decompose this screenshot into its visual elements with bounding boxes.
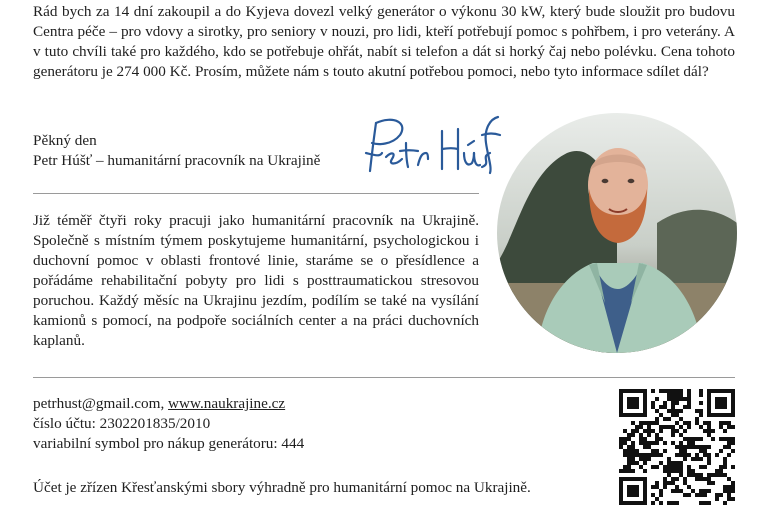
intro-paragraph: Rád bych za 14 dní zakoupil a do Kyjeva dovezl velký generátor o výkonu 30 kW, který bude sloužit pro budovu Centra péče – pro vdovy a sirotky, pro seniory v nouzi, pro lidi, kteří potřebují pomoc s pohřbem, i pro veterány. A v tuto chvíli také pro každého, kdo se potřebuje ohřát, nabít si telefon a dát si horký čaj nebo polévku. Cena tohoto generátoru je 274 000 Kč. Prosím, můžete nám s touto akutní potřebou pomoci, nebo tyto informace sdílet dál?: [33, 3, 735, 80]
divider-bottom: [33, 377, 735, 378]
website-link[interactable]: www.naukrajine.cz: [168, 395, 286, 412]
contact-separator: ,: [160, 395, 169, 412]
variable-symbol: variabilní symbol pro nákup generátoru: 444: [33, 435, 305, 452]
footer-note: Účet je zřízen Křesťanskými sbory výhradně pro humanitární pomoc na Ukrajině.: [33, 479, 531, 496]
qr-code[interactable]: [619, 389, 735, 505]
contact-block: [33, 394, 304, 454]
bio-paragraph: Již téměř čtyři roky pracuji jako humanitární pracovník na Ukrajině. Společně s místním týmem poskytujeme humanitární, psychologickou i duchovní pomoc v oblasti frontové linie, staráme se o přesídlence a pořádáme rehabilitační pobyty pro lidi s posttraumatickou stresovou poruchou. Každý měsíc na Ukrajinu jezdím, podílím se také na vysílání kamionů s pomocí, na podpoře sociálních center a na práci duchovních kaplanů.: [33, 212, 479, 349]
greeting: Pěkný den: [33, 132, 97, 149]
author-name: Petr Húšť – humanitární pracovník na Ukrajině: [33, 152, 321, 169]
handwritten-signature: [362, 113, 502, 177]
contact-line-web: [33, 394, 304, 414]
email-text: petrhust@gmail.com: [33, 395, 161, 412]
portrait-photo: [497, 113, 737, 353]
divider-top: [33, 193, 479, 194]
account-number: číslo účtu: 2302201835/2010: [33, 415, 211, 432]
